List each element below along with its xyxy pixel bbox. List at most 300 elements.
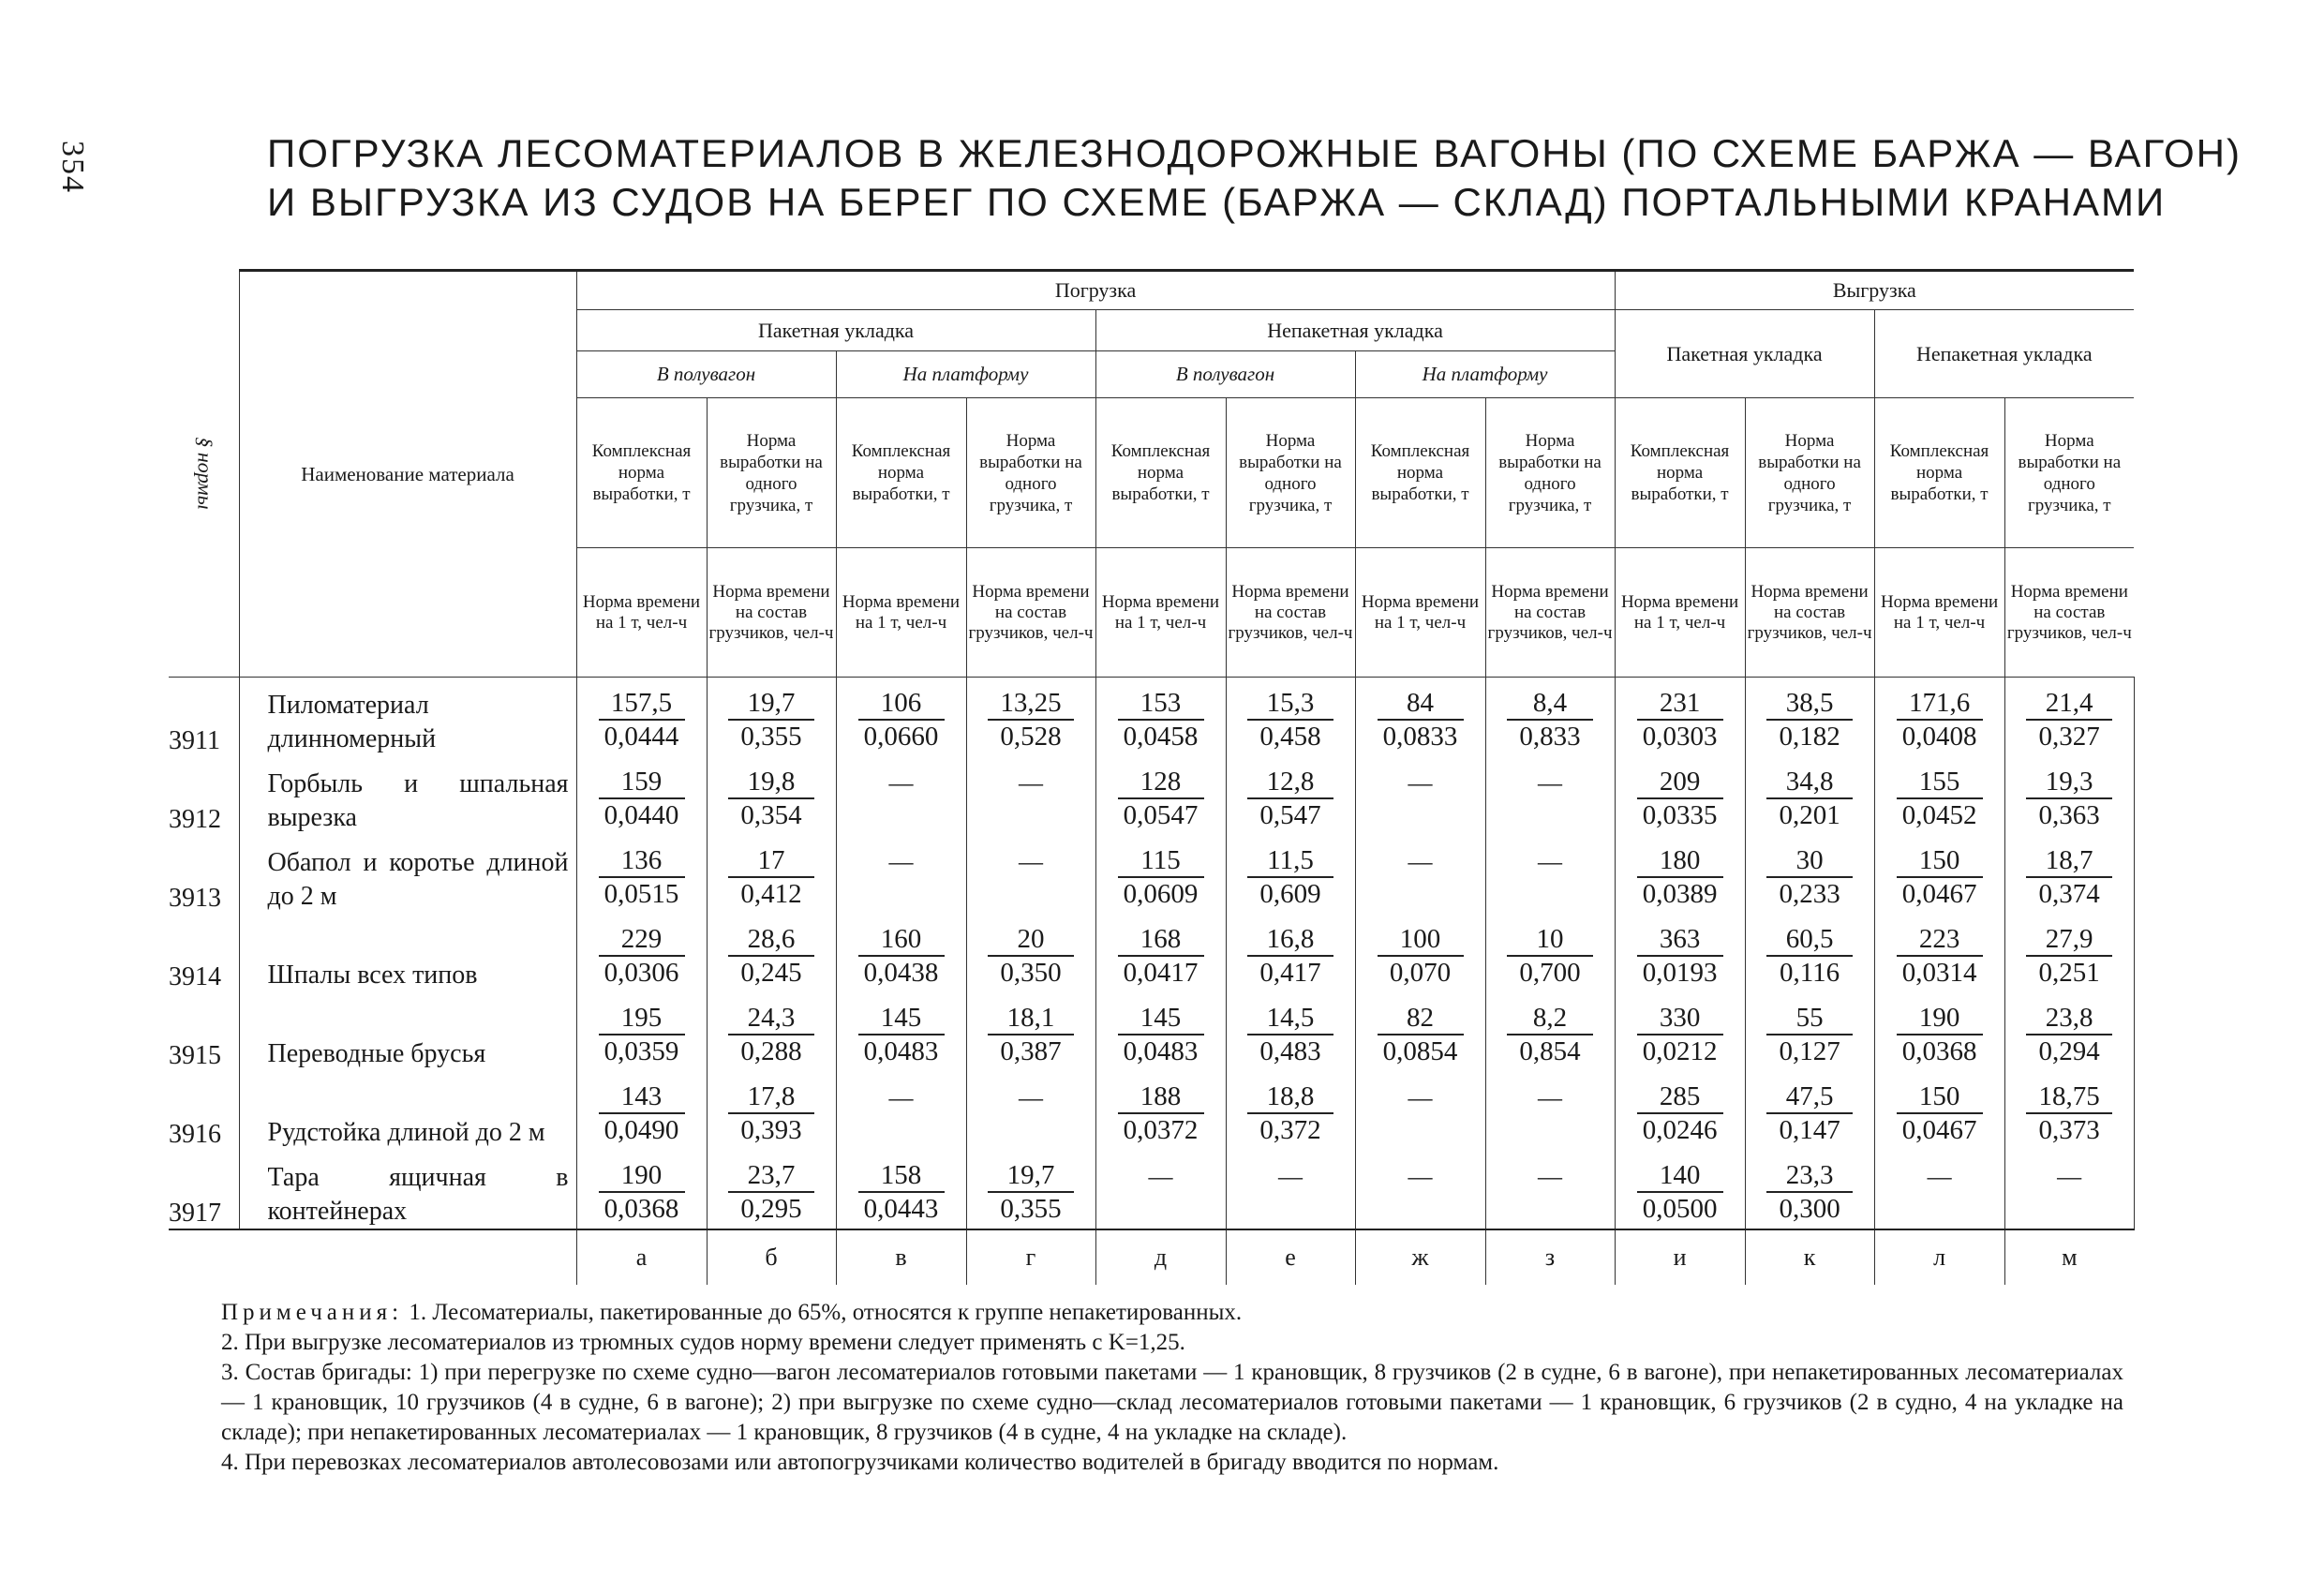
material-name: Горбыль и шпальная вырезка [239,756,576,835]
output-norm-value: 60,5 [1766,923,1853,957]
value-cell [576,1114,707,1150]
value-cell [1745,721,1874,756]
value-cell [576,678,707,722]
output-norm-value: 363 [1637,923,1723,957]
time-norm-value: 0,354 [740,800,802,830]
empty-dash: — [1019,769,1043,797]
value-cell [1095,721,1226,756]
value-cell [836,914,966,957]
value-cell [836,1150,966,1193]
time-norm-value: 0,0483 [863,1036,939,1066]
value-cell [1745,756,1874,799]
value-cell [1874,1193,2004,1229]
complex-norm-header: Комплексная норма выработки, т [1355,398,1485,548]
material-name: Переводные брусья [239,992,576,1071]
value-cell [707,1035,836,1071]
value-cell [2004,992,2134,1035]
time-norm-value: 0,288 [740,1036,802,1066]
value-cell [1485,1193,1615,1229]
value-cell [1485,1071,1615,1114]
material-name: Шпалы всех типов [239,914,576,992]
value-cell [2004,1035,2134,1071]
empty-dash: — [1148,1163,1173,1190]
value-cell [836,721,966,756]
value-cell [707,878,836,914]
empty-dash: — [1408,769,1433,797]
value-cell [1485,678,1615,722]
crew-time-norm-header: Норма времени на состав грузчиков, чел-ч [966,548,1095,678]
output-norm-value: 10 [1507,923,1593,957]
norm-number: 3912 [169,756,239,835]
value-cell [1485,992,1615,1035]
value-cell [966,1150,1095,1193]
value-cell [1615,1150,1745,1193]
value-cell [1095,835,1226,878]
output-norm-value: 12,8 [1247,766,1333,799]
value-cell [1226,1150,1355,1193]
value-cell [1095,878,1226,914]
value-cell [966,992,1095,1035]
time-norm-value: 0,833 [1519,722,1581,752]
value-cell [2004,1071,2134,1114]
value-cell [1874,835,2004,878]
value-cell [1874,678,2004,722]
time-norm-value: 0,0438 [863,958,939,988]
value-cell [707,1193,836,1229]
value-cell [966,1071,1095,1114]
time-norm-value: 0,327 [2038,722,2100,752]
value-cell [1615,835,1745,878]
output-norm-value: 155 [1897,766,1983,799]
value-cell [966,756,1095,799]
value-cell [576,835,707,878]
output-norm-value: 21,4 [2026,687,2112,721]
norm-number: 3911 [169,678,239,757]
value-cell [2004,957,2134,992]
output-norm-value: 34,8 [1766,766,1853,799]
output-norm-value: 19,8 [728,766,814,799]
value-cell [1745,1150,1874,1193]
value-cell [1485,1035,1615,1071]
output-norm-value: 190 [599,1159,685,1193]
output-norm-value: 30 [1766,844,1853,878]
value-cell [1874,721,2004,756]
time-norm-value: 0,070 [1389,958,1452,988]
crew-time-norm-header: Норма времени на состав грузчиков, чел-ч [707,548,836,678]
output-norm-value: 150 [1897,844,1983,878]
value-cell [1615,1193,1745,1229]
value-cell [2004,1150,2134,1193]
notes [221,1298,2123,1478]
material-name: Тара ящичная в контейнерах [239,1150,576,1229]
value-cell [1485,878,1615,914]
time-norm-value: 0,245 [740,958,802,988]
value-cell [1745,1035,1874,1071]
nonpacket-gondola-header: В полувагон [1095,351,1355,398]
value-cell [1226,1035,1355,1071]
complex-norm-header: Комплексная норма выработки, т [1095,398,1226,548]
value-cell [836,678,966,722]
output-norm-value: 19,7 [988,1159,1074,1193]
value-cell [1095,1150,1226,1193]
value-cell [1226,756,1355,799]
time-norm-header: Норма времени на 1 т, чел-ч [836,548,966,678]
value-cell [576,914,707,957]
time-norm-value: 0,0660 [863,722,939,752]
value-cell [1355,678,1485,722]
output-norm-value: 153 [1118,687,1204,721]
time-norm-value: 0,0372 [1123,1115,1199,1145]
complex-norm-header: Комплексная норма выработки, т [836,398,966,548]
empty-dash: — [888,1084,914,1111]
value-cell [1615,992,1745,1035]
time-norm-value: 0,373 [2038,1115,2100,1145]
empty-dash: — [888,848,914,875]
empty-dash: — [1538,769,1563,797]
value-cell [836,992,966,1035]
time-norm-value: 0,294 [2038,1036,2100,1066]
table-body [169,678,2134,1230]
value-cell [576,878,707,914]
output-norm-value: 23,3 [1766,1159,1853,1193]
time-norm-value: 0,295 [740,1194,802,1224]
value-cell [576,799,707,835]
time-norm-value: 0,0193 [1642,958,1718,988]
value-cell [966,721,1095,756]
value-cell [1226,721,1355,756]
value-cell [1615,721,1745,756]
note-3: 3. Состав бригады: 1) при перегрузке по схеме судно—вагон лесоматериалов готовыми пакетами — 1 крановщик, 8 грузчиков (2 в судне, 6 в вагоне), при непакетированных лесоматериалах — 1 крановщик, 10 грузчиков (4 в судне, 6 в вагоне); 2) при выгрузке по схеме судно—склад лесоматериалов готовыми пакетами — 1 крановщик, 6 грузчиков (2 в судно, 4 на укладке на складе); при непакетированных лесоматериалах — 1 крановщик, 8 грузчиков (4 в судне, 4 на укладке на складе). [221,1360,2123,1445]
value-cell [1226,1114,1355,1150]
output-norm-value: 17,8 [728,1080,814,1114]
value-cell [1485,721,1615,756]
output-norm-value: 28,6 [728,923,814,957]
time-norm-value: 0,0306 [603,958,679,988]
time-norm-value: 0,0444 [603,722,679,752]
time-norm-value: 0,0452 [1901,800,1977,830]
output-norm-value: 13,25 [988,687,1074,721]
value-cell [1095,799,1226,835]
time-norm-value: 0,0467 [1901,879,1977,909]
output-norm-value: 18,1 [988,1002,1074,1035]
value-cell [2004,835,2134,878]
value-cell [966,835,1095,878]
empty-dash: — [1927,1163,1952,1190]
unloading-header: Выгрузка [1615,271,2134,310]
value-cell [1355,835,1485,878]
output-norm-value: 195 [599,1002,685,1035]
column-letter: а [576,1229,707,1285]
value-cell [576,1193,707,1229]
value-cell [1745,1071,1874,1114]
time-norm-value: 0,0389 [1642,879,1718,909]
empty-dash: — [1538,1084,1563,1111]
value-cell [1355,1114,1485,1150]
time-norm-value: 0,0458 [1123,722,1199,752]
output-norm-value: 140 [1637,1159,1723,1193]
time-norm-header: Норма времени на 1 т, чел-ч [1355,548,1485,678]
value-cell [1095,1114,1226,1150]
value-cell [707,1114,836,1150]
packet-platform-header: На платформу [836,351,1095,398]
value-cell [707,678,836,722]
worker-norm-header: Норма выработки на одного грузчика, т [1485,398,1615,548]
empty-dash: — [2057,1163,2082,1190]
output-norm-value: 209 [1637,766,1723,799]
column-letter: ж [1355,1229,1485,1285]
empty-dash: — [1408,1084,1433,1111]
value-cell [1745,992,1874,1035]
output-norm-value: 18,8 [1247,1080,1333,1114]
time-norm-value: 0,417 [1259,958,1321,988]
value-cell [2004,721,2134,756]
value-cell [1745,878,1874,914]
value-cell [576,1150,707,1193]
time-norm-value: 0,363 [2038,800,2100,830]
value-cell [707,1150,836,1193]
value-cell [966,914,1095,957]
time-norm-value: 0,0359 [603,1036,679,1066]
output-norm-value: 223 [1897,923,1983,957]
output-norm-value: 231 [1637,687,1723,721]
value-cell [1485,835,1615,878]
value-cell [2004,678,2134,722]
output-norm-value: 18,75 [2026,1080,2112,1114]
time-norm-value: 0,0408 [1901,722,1977,752]
output-norm-value: 55 [1766,1002,1853,1035]
table-row [169,678,2134,722]
value-cell [1874,1071,2004,1114]
crew-time-norm-header: Норма времени на состав грузчиков, чел-ч [1485,548,1615,678]
unloading-packet-header: Пакетная укладка [1615,310,1874,398]
output-norm-value: 160 [858,923,945,957]
time-norm-value: 0,0212 [1642,1036,1718,1066]
time-norm-value: 0,393 [740,1115,802,1145]
worker-norm-header: Норма выработки на одного грузчика, т [966,398,1095,548]
complex-norm-header: Комплексная норма выработки, т [1874,398,2004,548]
value-cell [1226,1071,1355,1114]
time-norm-value: 0,700 [1519,958,1581,988]
column-letter: б [707,1229,836,1285]
column-letter: м [2004,1229,2134,1285]
value-cell [1745,799,1874,835]
value-cell [836,1035,966,1071]
crew-time-norm-header: Норма времени на состав грузчиков, чел-ч [2004,548,2134,678]
value-cell [836,835,966,878]
output-norm-value: 115 [1118,844,1204,878]
value-cell [576,992,707,1035]
value-cell [1874,992,2004,1035]
value-cell [966,878,1095,914]
time-norm-value: 0,458 [1259,722,1321,752]
norm-number: 3913 [169,835,239,914]
value-cell [1615,957,1745,992]
value-cell [1355,756,1485,799]
column-letter: г [966,1229,1095,1285]
title-line-1: ПОГРУЗКА ЛЕСОМАТЕРИАЛОВ В ЖЕЛЕЗНОДОРОЖНЫЕ ВАГОНЫ (ПО СХЕМЕ БАРЖА — ВАГОН) [267,131,2242,175]
value-cell [1745,835,1874,878]
column-letter: з [1485,1229,1615,1285]
value-cell [2004,756,2134,799]
norm-number: 3914 [169,914,239,992]
time-norm-value: 0,0314 [1901,958,1977,988]
time-norm-value: 0,0417 [1123,958,1199,988]
value-cell [576,1071,707,1114]
value-cell [707,835,836,878]
time-norm-value: 0,350 [1000,958,1062,988]
value-cell [1095,1071,1226,1114]
output-norm-value: 47,5 [1766,1080,1853,1114]
table-row [169,1150,2134,1193]
empty-dash: — [1019,848,1043,875]
value-cell [966,957,1095,992]
note-4: 4. При перевозках лесоматериалов автолесовозами или автопогрузчиками количество водителей в бригаду вводится по нормам. [221,1450,1499,1475]
value-cell [576,721,707,756]
column-letter: и [1615,1229,1745,1285]
table-row [169,756,2134,799]
time-norm-value: 0,372 [1259,1115,1321,1145]
value-cell [1485,1150,1615,1193]
value-cell [1615,1114,1745,1150]
output-norm-value: 285 [1637,1080,1723,1114]
output-norm-value: 190 [1897,1002,1983,1035]
value-cell [1874,756,2004,799]
value-cell [1095,992,1226,1035]
loading-packet-header: Пакетная укладка [576,310,1095,351]
output-norm-value: 38,5 [1766,687,1853,721]
value-cell [1355,992,1485,1035]
value-cell [1745,1193,1874,1229]
empty-dash: — [1538,848,1563,875]
empty-dash: — [1538,1163,1563,1190]
value-cell [1874,914,2004,957]
value-cell [1615,678,1745,722]
table-row [169,992,2134,1035]
value-cell [2004,1114,2134,1150]
value-cell [1095,1035,1226,1071]
value-cell [1355,721,1485,756]
time-norm-value: 0,528 [1000,722,1062,752]
value-cell [1095,957,1226,992]
output-norm-value: 100 [1378,923,1464,957]
value-cell [1355,1193,1485,1229]
output-norm-value: 150 [1897,1080,1983,1114]
value-cell [836,1193,966,1229]
value-cell [1355,799,1485,835]
time-norm-value: 0,0833 [1382,722,1458,752]
value-cell [836,878,966,914]
time-norm-header: Норма времени на 1 т, чел-ч [1874,548,2004,678]
value-cell [966,678,1095,722]
time-norm-value: 0,182 [1779,722,1840,752]
value-cell [2004,914,2134,957]
unloading-nonpacket-header: Непакетная укладка [1874,310,2134,398]
value-cell [1874,799,2004,835]
empty-dash: — [1278,1163,1303,1190]
value-cell [1226,1193,1355,1229]
worker-norm-header: Норма выработки на одного грузчика, т [2004,398,2134,548]
title-line-2: И ВЫГРУЗКА ИЗ СУДОВ НА БЕРЕГ ПО СХЕМЕ (БАРЖА — СКЛАД) ПОРТАЛЬНЫМИ КРАНАМИ [267,180,2167,224]
output-norm-value: 20 [988,923,1074,957]
value-cell [1226,835,1355,878]
table-row [169,914,2134,957]
value-cell [1615,1071,1745,1114]
output-norm-value: 143 [599,1080,685,1114]
loading-nonpacket-header: Непакетная укладка [1095,310,1615,351]
norm-number: 3917 [169,1150,239,1229]
output-norm-value: 188 [1118,1080,1204,1114]
column-letter: д [1095,1229,1226,1285]
complex-norm-header: Комплексная норма выработки, т [1615,398,1745,548]
value-cell [1355,1071,1485,1114]
time-norm-value: 0,412 [740,879,802,909]
note-1: Примечания: 1. Лесоматериалы, пакетированные до 65%, относятся к группе непакетированных. [221,1300,1243,1325]
value-cell [1485,756,1615,799]
output-norm-value: 18,7 [2026,844,2112,878]
value-cell [836,957,966,992]
value-cell [1485,957,1615,992]
value-cell [836,1114,966,1150]
value-cell [1745,678,1874,722]
output-norm-value: 82 [1378,1002,1464,1035]
value-cell [1485,914,1615,957]
time-norm-value: 0,0490 [603,1115,679,1145]
time-norm-value: 0,0368 [1901,1036,1977,1066]
empty-dash: — [1408,1163,1433,1190]
output-norm-value: 128 [1118,766,1204,799]
column-letter: в [836,1229,966,1285]
output-norm-value: 11,5 [1247,844,1333,878]
value-cell [1095,914,1226,957]
value-cell [707,914,836,957]
time-norm-value: 0,0515 [603,879,679,909]
output-norm-value: 158 [858,1159,945,1193]
time-norm-value: 0,300 [1779,1194,1840,1224]
value-cell [1615,756,1745,799]
value-cell [1226,878,1355,914]
output-norm-value: 23,7 [728,1159,814,1193]
value-cell [576,957,707,992]
table-row [169,1071,2134,1114]
output-norm-value: 19,3 [2026,766,2112,799]
value-cell [1745,1114,1874,1150]
output-norm-value: 330 [1637,1002,1723,1035]
time-norm-header: Норма времени на 1 т, чел-ч [1095,548,1226,678]
time-norm-value: 0,483 [1259,1036,1321,1066]
value-cell [1355,957,1485,992]
time-norm-value: 0,0500 [1642,1194,1718,1224]
material-name: Обапол и коротье длиной до 2 м [239,835,576,914]
time-norm-value: 0,374 [2038,879,2100,909]
value-cell [1355,1035,1485,1071]
column-letter: е [1226,1229,1355,1285]
value-cell [2004,799,2134,835]
time-norm-header: Норма времени на 1 т, чел-ч [576,548,707,678]
packet-gondola-header: В полувагон [576,351,836,398]
value-cell [1874,1035,2004,1071]
value-cell [1226,678,1355,722]
value-cell [1874,878,2004,914]
value-cell [1615,1035,1745,1071]
value-cell [836,799,966,835]
value-cell [966,1114,1095,1150]
output-norm-value: 19,7 [728,687,814,721]
time-norm-value: 0,233 [1779,879,1840,909]
value-cell [1226,957,1355,992]
time-norm-value: 0,0440 [603,800,679,830]
time-norm-value: 0,0547 [1123,800,1199,830]
time-norm-value: 0,355 [1000,1194,1062,1224]
